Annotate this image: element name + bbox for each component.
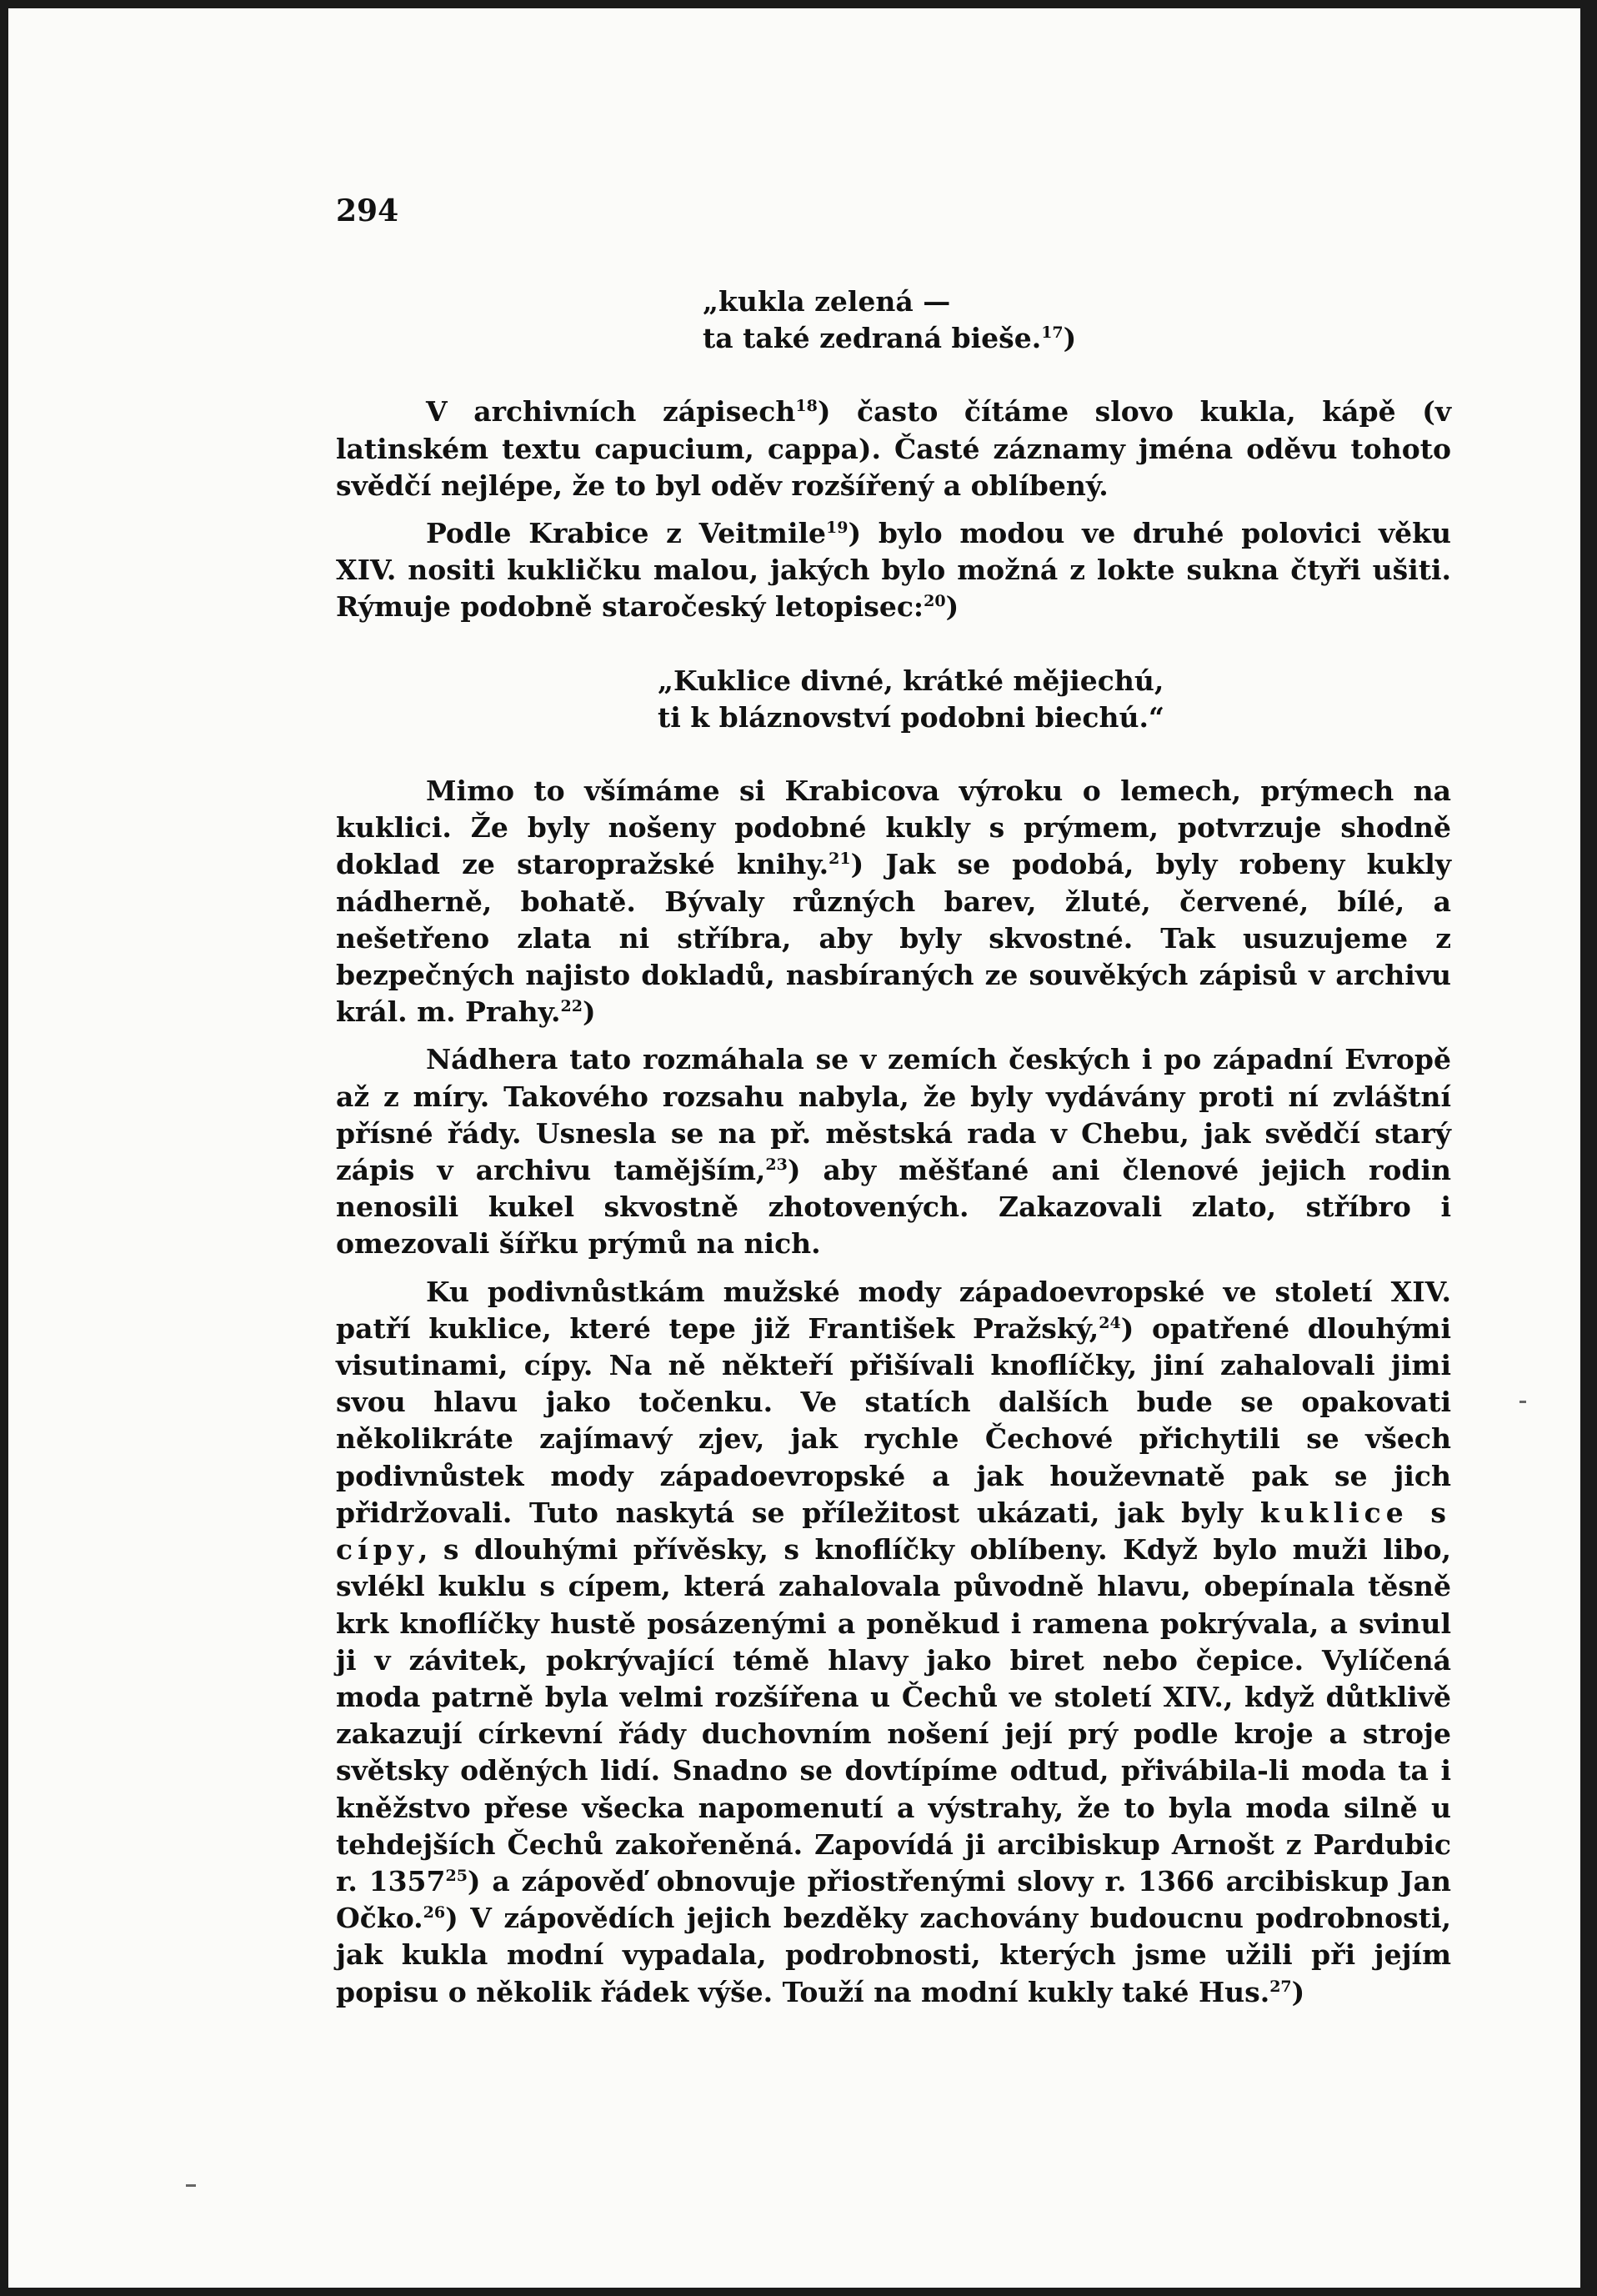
paragraph: Nádhera tato rozmáhala se v zemích českých i po západní Evropě až z míry. Takového rozsahu nabyla, že byly vydávány proti ní zvláštní přísné řády. Usnesla se na př. městská rada v Chebu, jak svědčí starý zápis v archivu tamějším,$^{23}$) aby měšťané ani členové jejich rodin nenosili kukel skvostně zhotovených. Zakazovali zlato, stříbro i omezovali šířku prýmů na nich. [336, 1043, 1451, 1261]
footnote-ref: 22 [560, 997, 583, 1016]
footnote-ref: 21 [829, 850, 851, 869]
paragraph: Ku podivnůstkám mužské mody západoevropské ve století XIV. patří kuklice, které tepe již František Pražský,$^{24}$) opatřené dlouhými visutinami, cípy. Na ně někteří přišívali knoflíčky, jiní zahalovali jimi svou hlavu jako točenku. Ve statích dalších bude se opakovati několikráte zajímavý zjev, jak rychle Čechové přichytili se všech podivnůstek mody západoevropské a jak houževnatě pak se jich přidržovali. Tuto naskytá se příležitost ukázati, jak byly kuklice s cípy, s dlouhými přívěsky, s knoflíčky oblíbeny. Když bylo muži libo, svlékl kuklu s cípem, která zahalovala původně hlavu, obepínala těsně krk knoflíčky hustě posázenými a poněkud i ramena pokrývala, a svinul ji v závitek, pokrývající témě hlavy jako biret nebo čepice. Vylíčená moda patrně byla velmi rozšířena u Čechů ve století XIV., když důtklivě zakazují církevní řády duchovním nošení její prý podle kroje a stroje světsky oděných lidí. Snadno se dovtípíme odtud, přivábila-li moda ta i kněžstvo přese všecka napomenutí a výstrahy, že to byla moda silně u tehdejších Čechů zakořeněná. Zapovídá ji arcibiskup Arnošt z Pardubic r. 1357$^{25}$) a zápověď obnovuje přiostřenými slovy r. 1366 arcibiskup Jan Očko.$^{26}$) V zápovědích jejich bezděky zachovány budoucnu podrobnosti, jak kukla modní vypadala, podrobnosti, kterých jsme užili při jejím popisu o několik řádek výše. Touží na modní kukly také Hus.$^{27}$) [336, 1275, 1452, 2008]
paragraph: Podle Krabice z Veitmile$^{19}$) bylo modou ve druhé polovici věku XIV. nositi kukličku malou, jakých bylo možná z lokte sukna čtyři ušiti. Rýmuje podobně staročeský letopisec:$^{20}$) [336, 517, 1451, 624]
paragraph: V archivních zápisech$^{18}$) často čítáme slovo kukla, kápě (v latinském textu capucium, cappa). Časté záznamy jména oděvu tohoto svědčí nejlépe, že to byl oděv rozšířený a oblíbený. [336, 395, 1451, 502]
footnote-ref: 20 [924, 592, 946, 611]
scan-artifact [186, 2184, 196, 2187]
footnote-ref: 17 [1041, 323, 1064, 343]
footnote-ref: 18 [795, 397, 818, 416]
paragraph: Mimo to všímáme si Krabicova výroku o lemech, prýmech na kuklici. Že byly nošeny podobné kukly s prýmem, potvrzuje shodně doklad ze staropražské knihy.$^{21}$) Jak se podobá, byly robeny kukly nádherně, bohatě. Bývaly různých barev, žluté, červené, bílé, a nešetřeno zlata ni stříbra, aby byly skvostné. Tak usuzujeme z bezpečných najisto dokladů, nasbíraných ze souvěkých zápisů v archivu král. m. Prahy.$^{22}$) [336, 775, 1451, 1029]
document-page [8, 8, 1580, 2288]
footnote-ref: 19 [826, 519, 849, 538]
emphasized-text: kuklice s cípy [336, 1496, 1452, 1567]
verse-quote-1 [336, 283, 1451, 357]
body-text [336, 283, 1451, 2022]
verse-quote-2 [336, 663, 1451, 736]
scan-artifact [1519, 1401, 1526, 1403]
footnote-ref: 23 [765, 1156, 788, 1175]
verse-line: ta také zedraná bieše.$^{17}$) [703, 322, 1077, 355]
footnote-ref: 24 [1099, 1313, 1121, 1332]
verse-line: „kukla zelená — [703, 285, 951, 318]
footnote-ref: 25 [445, 1866, 468, 1885]
footnote-ref: 26 [423, 1903, 446, 1923]
verse-line: „Kuklice divné, krátké mějiechú, [658, 664, 1164, 697]
verse-line: ti k bláznovství podobni biechú.“ [658, 700, 1164, 734]
page-number: 294 [336, 193, 399, 228]
footnote-ref: 27 [1269, 1977, 1292, 1996]
